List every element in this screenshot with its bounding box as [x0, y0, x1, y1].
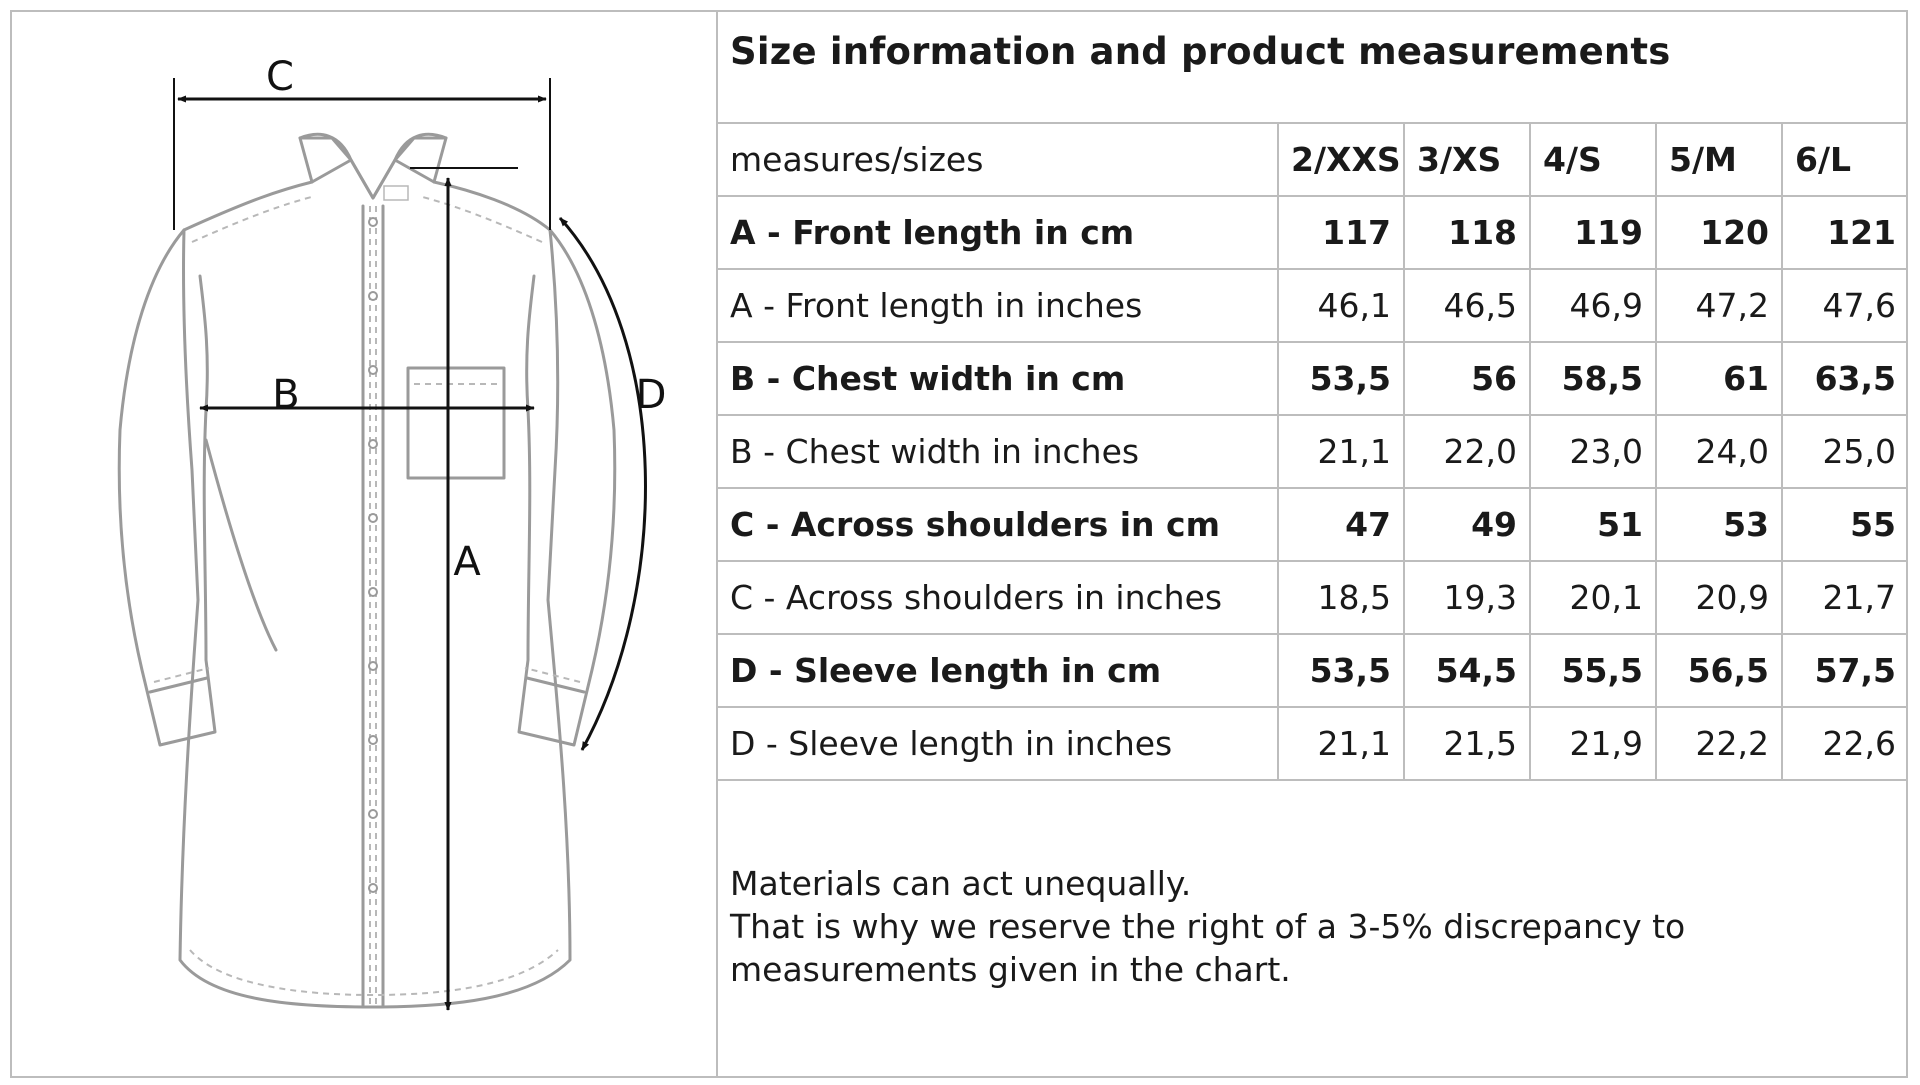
size-header: 5/M — [1656, 123, 1782, 196]
table-row — [718, 488, 1908, 561]
table-cell: 21,9 — [1530, 707, 1656, 780]
table-cell: 21,5 — [1404, 707, 1530, 780]
row-label: A - Front length in inches — [718, 269, 1278, 342]
table-cell: 55 — [1782, 488, 1908, 561]
size-info-panel — [718, 10, 1908, 1078]
row-label: B - Chest width in inches — [718, 415, 1278, 488]
table-cell: 118 — [1404, 196, 1530, 269]
table-cell: 21,1 — [1278, 707, 1404, 780]
shirt-outline — [119, 134, 615, 1007]
table-cell: 61 — [1656, 342, 1782, 415]
table-cell: 21,1 — [1278, 415, 1404, 488]
table-cell: 56,5 — [1656, 634, 1782, 707]
row-label: C - Across shoulders in inches — [718, 561, 1278, 634]
size-header: 3/XS — [1404, 123, 1530, 196]
label-a: A — [453, 539, 481, 585]
table-cell: 53,5 — [1278, 342, 1404, 415]
table-cell: 51 — [1530, 488, 1656, 561]
label-d: D — [635, 372, 667, 418]
table-cell: 19,3 — [1404, 561, 1530, 634]
row-label: B - Chest width in cm — [718, 342, 1278, 415]
table-header-row — [718, 123, 1908, 196]
label-b: B — [272, 372, 300, 418]
table-row — [718, 196, 1908, 269]
table-cell: 119 — [1530, 196, 1656, 269]
page-title: Size information and product measurements — [730, 30, 1671, 73]
shirt-dress-diagram — [10, 10, 716, 1078]
size-table — [718, 123, 1908, 781]
table-cell: 57,5 — [1782, 634, 1908, 707]
table-cell: 25,0 — [1782, 415, 1908, 488]
table-row — [718, 269, 1908, 342]
table-cell: 47 — [1278, 488, 1404, 561]
table-cell: 53,5 — [1278, 634, 1404, 707]
table-cell: 47,6 — [1782, 269, 1908, 342]
table-cell: 120 — [1656, 196, 1782, 269]
note-line-2: That is why we reserve the right of a 3-5% discrepancy to measurements given in the chart. — [730, 907, 1686, 989]
header-label: measures/sizes — [718, 123, 1278, 196]
table-cell: 20,1 — [1530, 561, 1656, 634]
row-label: C - Across shoulders in cm — [718, 488, 1278, 561]
table-row — [718, 342, 1908, 415]
table-row — [718, 634, 1908, 707]
collar-label-icon — [384, 186, 408, 200]
table-cell: 56 — [1404, 342, 1530, 415]
table-cell: 58,5 — [1530, 342, 1656, 415]
table-cell: 47,2 — [1656, 269, 1782, 342]
table-cell: 63,5 — [1782, 342, 1908, 415]
table-cell: 121 — [1782, 196, 1908, 269]
label-c: C — [266, 54, 294, 100]
table-row — [718, 415, 1908, 488]
row-label: A - Front length in cm — [718, 196, 1278, 269]
table-cell: 117 — [1278, 196, 1404, 269]
table-cell: 23,0 — [1530, 415, 1656, 488]
table-cell: 46,9 — [1530, 269, 1656, 342]
row-label: D - Sleeve length in inches — [718, 707, 1278, 780]
table-cell: 18,5 — [1278, 561, 1404, 634]
table-cell: 20,9 — [1656, 561, 1782, 634]
table-cell: 21,7 — [1782, 561, 1908, 634]
size-header: 6/L — [1782, 123, 1908, 196]
sleeve-length-arrow — [560, 218, 645, 750]
table-cell: 24,0 — [1656, 415, 1782, 488]
table-cell: 49 — [1404, 488, 1530, 561]
table-cell: 22,2 — [1656, 707, 1782, 780]
table-row — [718, 707, 1908, 780]
row-label: D - Sleeve length in cm — [718, 634, 1278, 707]
table-cell: 53 — [1656, 488, 1782, 561]
table-cell: 46,1 — [1278, 269, 1404, 342]
measurement-arrows — [174, 78, 645, 1010]
shirt-diagram-panel — [10, 10, 716, 1078]
size-header: 4/S — [1530, 123, 1656, 196]
measurement-note — [730, 862, 1900, 991]
size-header: 2/XXS — [1278, 123, 1404, 196]
table-cell: 54,5 — [1404, 634, 1530, 707]
table-cell: 22,6 — [1782, 707, 1908, 780]
note-line-1: Materials can act unequally. — [730, 864, 1192, 903]
shirt-stitching — [154, 196, 580, 1005]
table-row — [718, 561, 1908, 634]
table-cell: 55,5 — [1530, 634, 1656, 707]
table-cell: 46,5 — [1404, 269, 1530, 342]
table-cell: 22,0 — [1404, 415, 1530, 488]
